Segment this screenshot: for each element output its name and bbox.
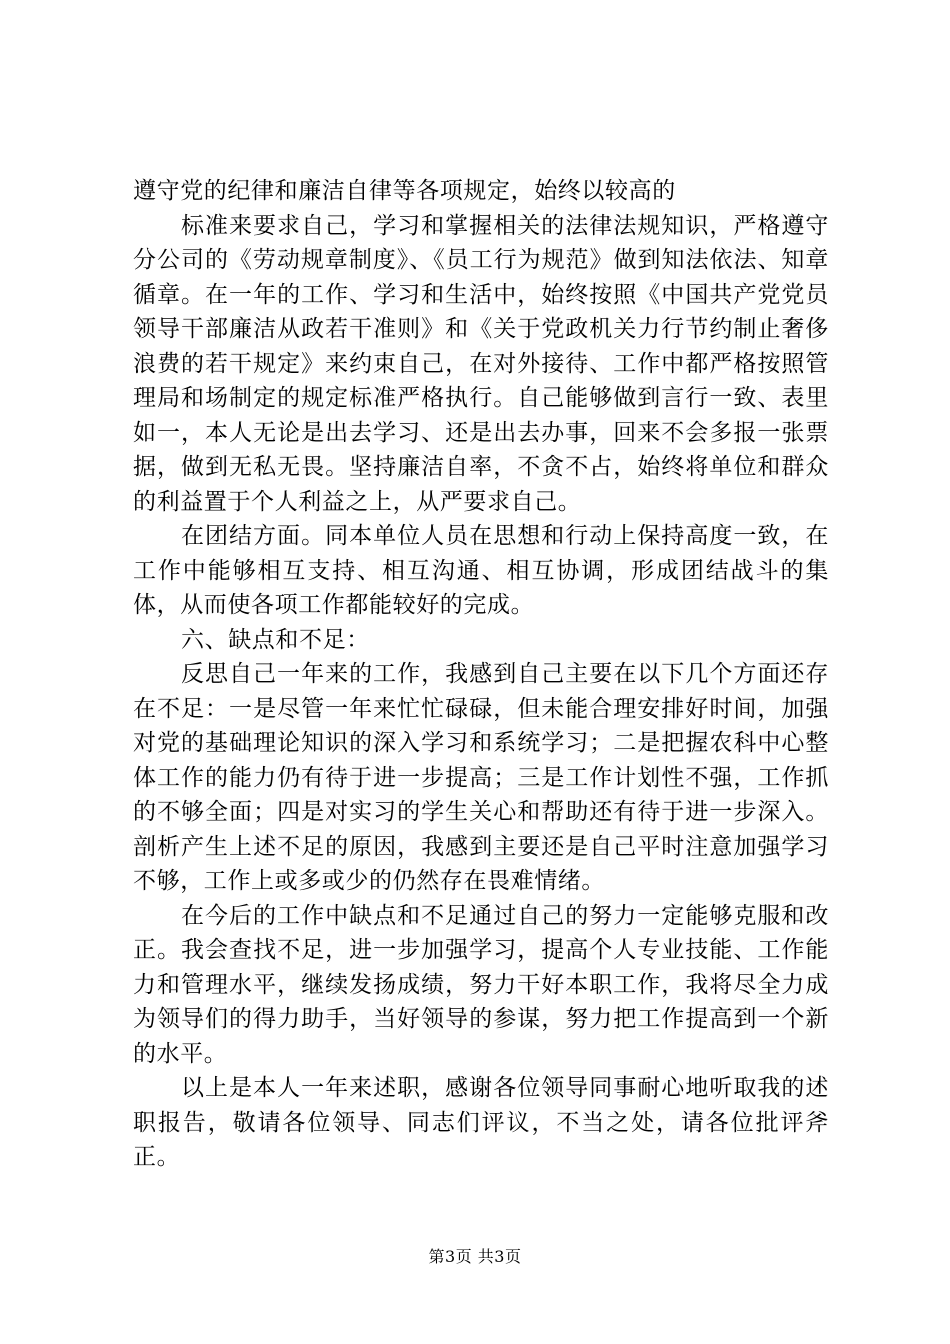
paragraph-5: 反思自己一年来的工作，我感到自己主要在以下几个方面还存在不足：一是尽管一年来忙忙碌碌，但未能合理安排好时间，加强对党的基础理论知识的深入学习和系统学习；二是把握农科中心整体工作的能力仍有待于进一步提高；三是工作计划性不强，工作抓的不够全面；四是对实习的学生关心和帮助还有待于进一步深入。剖析产生上述不足的原因，我感到主要还是自己平时注意加强学习不够，工作上或多或少的仍然存在畏难情绪。: [133, 661, 829, 894]
paragraph-1: 遵守党的纪律和廉洁自律等各项规定，始终以较高的: [133, 178, 676, 204]
page-number-footer: 第3页 共3页: [428, 1247, 522, 1266]
section-heading: 六、缺点和不足：: [181, 626, 370, 653]
paragraph-2: 标准来要求自己，学习和掌握相关的法律法规知识，严格遵守分公司的《劳动规章制度》、《员工行为规范》做到知法依法、知章循章。在一年的工作、学习和生活中，始终按照《中国共产党党员领导干部廉洁从政若干准则》和《关于党政机关力行节约制止奢侈浪费的若干规定》来约束自己，在对外接待、工作中都严格按照管理局和场制定的规定标准严格执行。自己能够做到言行一致、表里如一，本人无论是出去学习、还是出去办事，回来不会多报一张票据，做到无私无畏。坚持廉洁自率，不贪不占，始终将单位和群众的利益置于个人利益之上，从严要求自己。: [133, 212, 829, 515]
paragraph-6: 在今后的工作中缺点和不足通过自己的努力一定能够克服和改正。我会查找不足，进一步加强学习，提高个人专业技能、工作能力和管理水平，继续发扬成绩，努力干好本职工作，我将尽全力成为领导们的得力助手，当好领导的参谋，努力把工作提高到一个新的水平。: [133, 902, 829, 1067]
document-body: [133, 174, 829, 1175]
paragraph-7: 以上是本人一年来述职，感谢各位领导同事耐心地听取我的述职报告，敬请各位领导、同志们评议，不当之处，请各位批评斧正。: [133, 1075, 829, 1170]
paragraph-3: 在团结方面。同本单位人员在思想和行动上保持高度一致，在工作中能够相互支持、相互沟通、相互协调，形成团结战斗的集体，从而使各项工作都能较好的完成。: [133, 523, 829, 618]
